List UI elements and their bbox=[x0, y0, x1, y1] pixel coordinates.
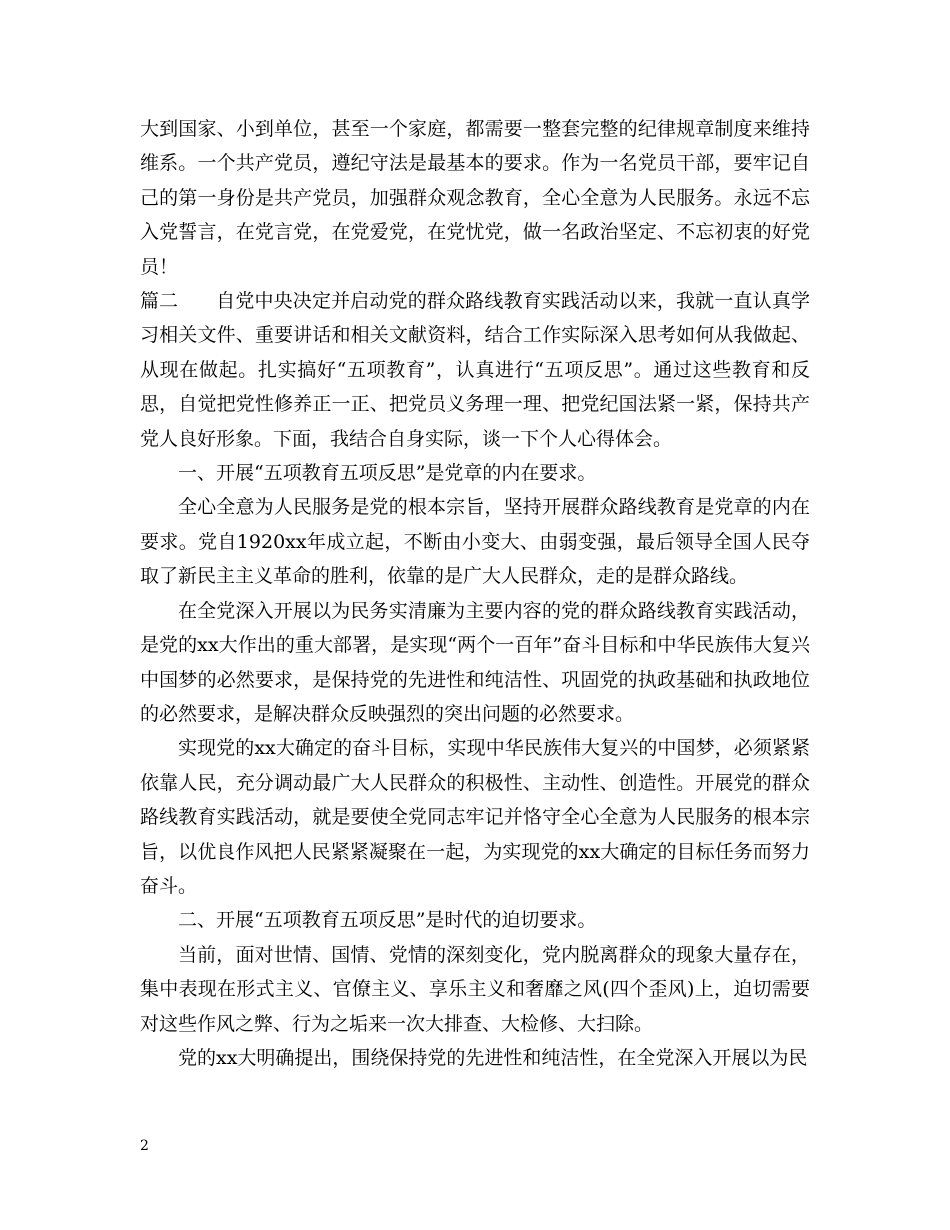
heading-2: 二、开展“五项教育五项反思”是时代的迫切要求。 bbox=[178, 909, 597, 932]
paragraph-2: 在全党深入开展以为民务实清廉为主要内容的党的群众路线教育实践活动，是党的xx大作出的重大部署，是实现“两个一百年”奋斗目标和中华民族伟大复兴中国梦的必然要求，是保持党的先进性和纯洁性、巩固党的执政基础和执政地位的必然要求，是解决群众反映强烈的突出问题的必然要求。 bbox=[140, 599, 810, 725]
paragraph-5: 党的xx大明确提出，围绕保持党的先进性和纯洁性，在全党深入开展以为民 bbox=[178, 1046, 808, 1069]
paragraph-3: 实现党的xx大确定的奋斗目标，实现中华民族伟大复兴的中国梦，必须紧紧依靠人民，充分调动最广大人民群众的积极性、主动性、创造性。开展党的群众路线教育实践活动，就是要使全党同志牢记并恪守全心全意为人民服务的根本宗旨，以优良作风把人民紧紧凝聚在一起，为实现党的xx大确定的目标任务而努力奋斗。 bbox=[140, 737, 810, 897]
paragraph-4: 当前，面对世情、国情、党情的深刻变化，党内脱离群众的现象大量存在，集中表现在形式主义、官僚主义、享乐主义和奢靡之风(四个歪风)上，迫切需要对这些作风之弊、行为之垢来一次大排查、大检修、大扫除。 bbox=[140, 943, 810, 1035]
section-intro-paragraph bbox=[140, 284, 810, 456]
page-number: 2 bbox=[140, 1138, 149, 1154]
opening-paragraph: 大到国家、小到单位，甚至一个家庭，都需要一整套完整的纪律规章制度来维持维系。一个共产党员，遵纪守法是最基本的要求。作为一名党员干部，要牢记自己的第一身份是共产党员，加强群众观念教育，全心全意为人民服务。永远不忘入党誓言，在党言党，在党爱党，在党忧党，做一名政治坚定、不忘初衷的好党员！ bbox=[140, 118, 810, 278]
heading-1: 一、开展“五项教育五项反思”是党章的内在要求。 bbox=[178, 462, 597, 485]
section-intro-text: 自党中央决定并启动党的群众路线教育实践活动以来，我就一直认真学习相关文件、重要讲话和相关文献资料，结合工作实际深入思考如何从我做起、从现在做起。扎实搞好“五项教育”，认真进行“五项反思”。通过这些教育和反思，自觉把党性修养正一正、把党员义务理一理、把党纪国法紧一紧，保持共产党人良好形象。下面，我结合自身实际，谈一下个人心得体会。 bbox=[140, 290, 810, 450]
document-body bbox=[140, 112, 810, 1075]
paragraph-1: 全心全意为人民服务是党的根本宗旨，坚持开展群众路线教育是党章的内在要求。党自1920xx年成立起，不断由小变大、由弱变强，最后领导全国人民夺取了新民主主义革命的胜利，依靠的是广大人民群众，走的是群众路线。 bbox=[140, 496, 810, 588]
section-label: 篇二 bbox=[140, 290, 179, 313]
